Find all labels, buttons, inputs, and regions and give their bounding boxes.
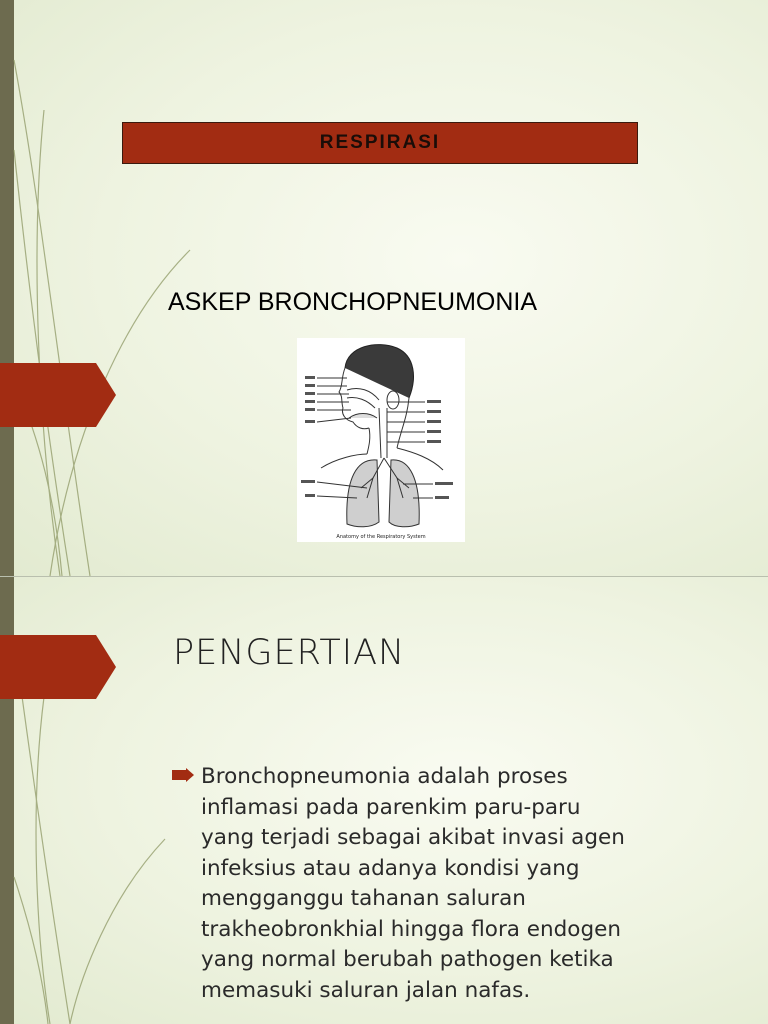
slide-arrow-tab [0,363,116,427]
banner-title: RESPIRASI [319,132,441,153]
respiratory-anatomy-icon [297,338,465,542]
figure-caption: Anatomy of the Respiratory System [336,534,426,540]
section-heading: PENGERTIAN [173,633,406,673]
slide-arrow-tab [0,635,116,699]
respiratory-anatomy-figure [297,338,465,542]
arrow-bullet-icon [172,768,194,782]
bullet-item [172,762,732,1006]
slide-subtitle: ASKEP BRONCHOPNEUMONIA [168,288,538,316]
title-banner [122,122,638,164]
bullet-text: Bronchopneumonia adalah proses inflamasi pada parenkim paru-paru yang terjadi sebagai akibat invasi agen infeksius atau adanya kondisi yang mengganggu tahanan saluran trakheobronkhial hingga flora endogen yang normal berubah pathogen ketika memasuki saluran jalan nafas. [201,764,625,1003]
